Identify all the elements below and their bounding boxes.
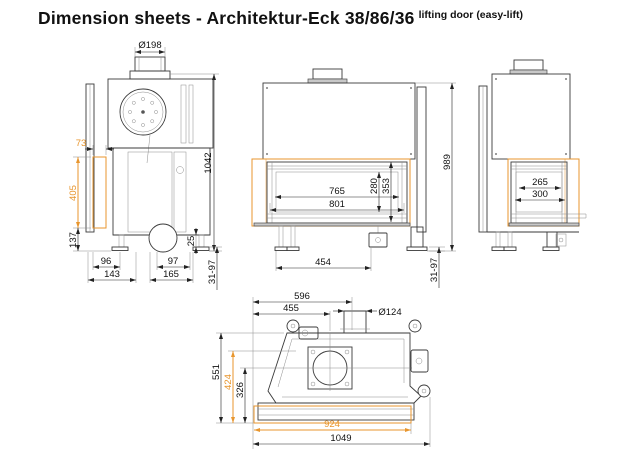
dim-glass-height-left — [68, 157, 91, 228]
dim-label-rear-width: 596 — [294, 291, 310, 302]
dim-foot-adjust-left — [207, 247, 222, 290]
flue-pipe-top — [340, 311, 370, 333]
dim-label-depth-glass: 424 — [223, 374, 234, 390]
dim-label-flue-center-x: 455 — [283, 303, 299, 314]
dim-frame-height-front — [381, 162, 392, 222]
dim-label-pad-height: 25 — [186, 235, 197, 247]
dim-foot-spacing — [276, 248, 371, 271]
dim-label-base-depth-front: 143 — [104, 269, 120, 280]
transport-brackets — [287, 320, 430, 397]
eyelet — [409, 320, 421, 332]
dim-label-depth-total: 551 — [211, 364, 222, 380]
dim-foot-adjust-front — [429, 247, 445, 288]
foot-pad — [407, 247, 427, 251]
dim-total-height-front — [415, 83, 456, 251]
dim-glass-width-top — [254, 419, 411, 434]
dim-foot-inset-rear — [157, 252, 190, 270]
dim-label-plinth-height: 137 — [68, 232, 79, 248]
dim-foot-inset-front — [93, 252, 120, 270]
dim-base-depth-front — [88, 252, 136, 283]
hood-right — [479, 74, 570, 232]
dim-label-frame-width-front: 801 — [329, 199, 345, 210]
dim-label-frame-height-front: 353 — [381, 178, 392, 194]
dim-label-flue-left: Ø198 — [138, 40, 162, 51]
dim-flue-top — [333, 307, 402, 318]
hood-left — [108, 79, 213, 148]
dim-flue-left — [135, 40, 165, 57]
title-text: Dimension sheets - Architektur-Eck 38/86/36 — [38, 8, 415, 28]
flue-pipe-left — [130, 57, 170, 79]
dim-label-glass-height-front: 280 — [369, 178, 380, 194]
right-side-view — [479, 60, 586, 251]
top-view — [211, 291, 430, 449]
foot-pad — [287, 247, 299, 251]
dim-label-glass-width-front: 765 — [329, 186, 345, 197]
dim-label-glass-width-top: 924 — [324, 419, 340, 430]
foot-pad — [504, 247, 516, 251]
dim-label-depth-flue-center: 326 — [235, 382, 246, 398]
foot-pad — [112, 247, 128, 251]
dim-label-foot-adjust-front: 31-97 — [429, 257, 440, 283]
dim-depth-glass — [223, 351, 296, 423]
title-superscript: lifting door (easy-lift) — [418, 9, 523, 21]
left-side-view — [68, 40, 222, 290]
dim-label-door-offset: 73 — [75, 138, 87, 149]
eyelet — [287, 320, 299, 332]
side-glass-panel-left — [86, 84, 106, 232]
flue-collar-right — [510, 60, 547, 74]
dim-total-height-left — [170, 74, 219, 251]
feet-front — [275, 226, 427, 251]
dim-flue-center-x — [253, 303, 330, 331]
dim-label-frame-width-right: 300 — [532, 189, 548, 200]
door-highlight-left — [93, 157, 106, 228]
firebox-left — [113, 148, 210, 235]
air-duct-circle — [149, 224, 177, 252]
dim-plinth-height — [68, 228, 111, 251]
foot-pad — [193, 247, 209, 251]
flue-collar-front — [308, 69, 347, 83]
feet-right-view — [487, 232, 579, 251]
dim-label-glass-height-left: 405 — [68, 185, 79, 201]
dim-label-base-depth-rear: 165 — [163, 269, 179, 280]
dim-total-width — [253, 397, 430, 447]
dim-glass-width-right — [519, 177, 561, 188]
dim-label-foot-spacing: 454 — [315, 257, 331, 268]
dim-label-glass-width-right: 265 — [532, 177, 548, 188]
dim-label-foot-adjust-left: 31-97 — [207, 259, 218, 285]
dim-label-total-height-front: 989 — [442, 154, 453, 170]
dim-depth-total — [211, 333, 284, 423]
dim-label-total-width: 1049 — [330, 433, 352, 444]
dim-glass-height-front — [369, 172, 380, 212]
foot-pad — [492, 247, 504, 251]
foot-pad — [543, 247, 559, 251]
eyelet — [418, 385, 430, 397]
dim-frame-width-right — [515, 189, 565, 200]
dim-frame-width-front — [270, 199, 404, 213]
foot-pad — [275, 247, 287, 251]
dim-label-foot-inset-rear: 97 — [167, 256, 179, 267]
dim-label-flue-top: Ø124 — [378, 307, 402, 318]
dim-rear-width — [253, 291, 352, 330]
dim-label-total-height-left: 1042 — [203, 152, 214, 174]
front-view — [252, 69, 456, 288]
dim-label-foot-inset-front: 96 — [100, 256, 112, 267]
